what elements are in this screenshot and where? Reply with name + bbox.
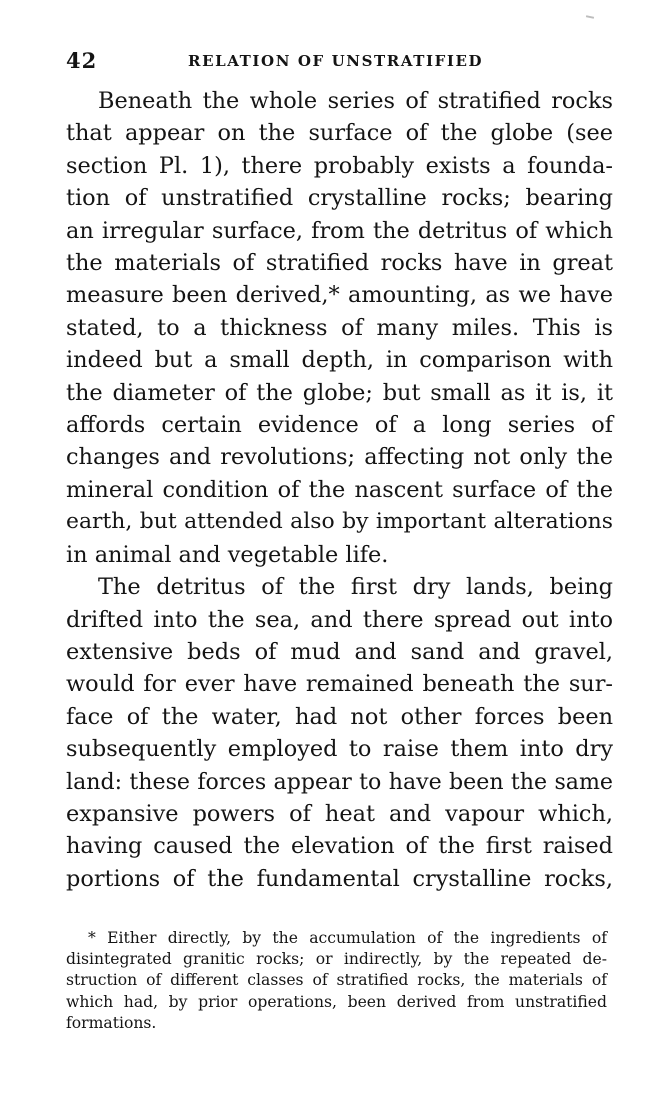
text-line: changes and revolutions; affecting not only the bbox=[66, 444, 613, 471]
text-line: stated, to a thickness of many miles. This is bbox=[66, 314, 613, 341]
footnote-line: * Either directly, by the accumulation of the ingredients of bbox=[88, 929, 607, 947]
footnote-line: struction of different classes of stratified rocks, the materials of bbox=[66, 971, 607, 990]
footnote-line: formations. bbox=[66, 1013, 157, 1032]
paragraph-2 bbox=[66, 571, 613, 895]
paragraph-1 bbox=[66, 85, 613, 571]
body-text bbox=[66, 85, 613, 895]
text-line: an irregular surface, from the detritus of which bbox=[66, 217, 613, 244]
text-line: land: these forces appear to have been the same bbox=[66, 768, 613, 795]
page-header bbox=[66, 48, 612, 74]
text-line: tion of unstratified crystalline rocks; bearing bbox=[66, 185, 613, 212]
text-line: Beneath the whole series of stratified rocks bbox=[98, 88, 613, 114]
text-line: extensive beds of mud and sand and gravel, bbox=[66, 638, 613, 665]
text-line: the materials of stratified rocks have in great bbox=[66, 250, 613, 277]
text-line: earth, but attended also by important alterations bbox=[66, 509, 613, 535]
footnote-line: which had, by prior operations, been derived from unstratified bbox=[66, 992, 607, 1011]
running-head: RELATION OF UNSTRATIFIED bbox=[188, 52, 484, 70]
text-line: drifted into the sea, and there spread out into bbox=[66, 606, 613, 633]
footnote-line: disintegrated granitic rocks; or indirectly, by the repeated de- bbox=[66, 950, 607, 969]
text-line: having caused the elevation of the first raised bbox=[66, 833, 613, 860]
text-line: indeed but a small depth, in comparison with bbox=[66, 347, 613, 374]
text-line: that appear on the surface of the globe (see bbox=[66, 120, 613, 147]
text-line: The detritus of the first dry lands, being bbox=[98, 574, 613, 601]
text-line: subsequently employed to raise them into dry bbox=[66, 736, 613, 763]
page-number: 42 bbox=[66, 48, 98, 73]
text-line: in animal and vegetable life. bbox=[66, 541, 389, 568]
text-line: the diameter of the globe; but small as it is, it bbox=[66, 379, 613, 406]
page-smudge bbox=[586, 15, 594, 19]
footnote bbox=[66, 928, 607, 1034]
text-line: face of the water, had not other forces been bbox=[66, 703, 613, 730]
text-line: affords certain evidence of a long series of bbox=[66, 412, 613, 439]
text-line: would for ever have remained beneath the sur- bbox=[66, 671, 613, 698]
text-line: measure been derived,* amounting, as we have bbox=[66, 282, 613, 309]
text-line: section Pl. 1), there probably exists a founda- bbox=[66, 152, 613, 179]
text-line: expansive powers of heat and vapour which, bbox=[66, 800, 613, 827]
text-line: mineral condition of the nascent surface of the bbox=[66, 476, 613, 503]
text-line: portions of the fundamental crystalline rocks, bbox=[66, 865, 613, 892]
